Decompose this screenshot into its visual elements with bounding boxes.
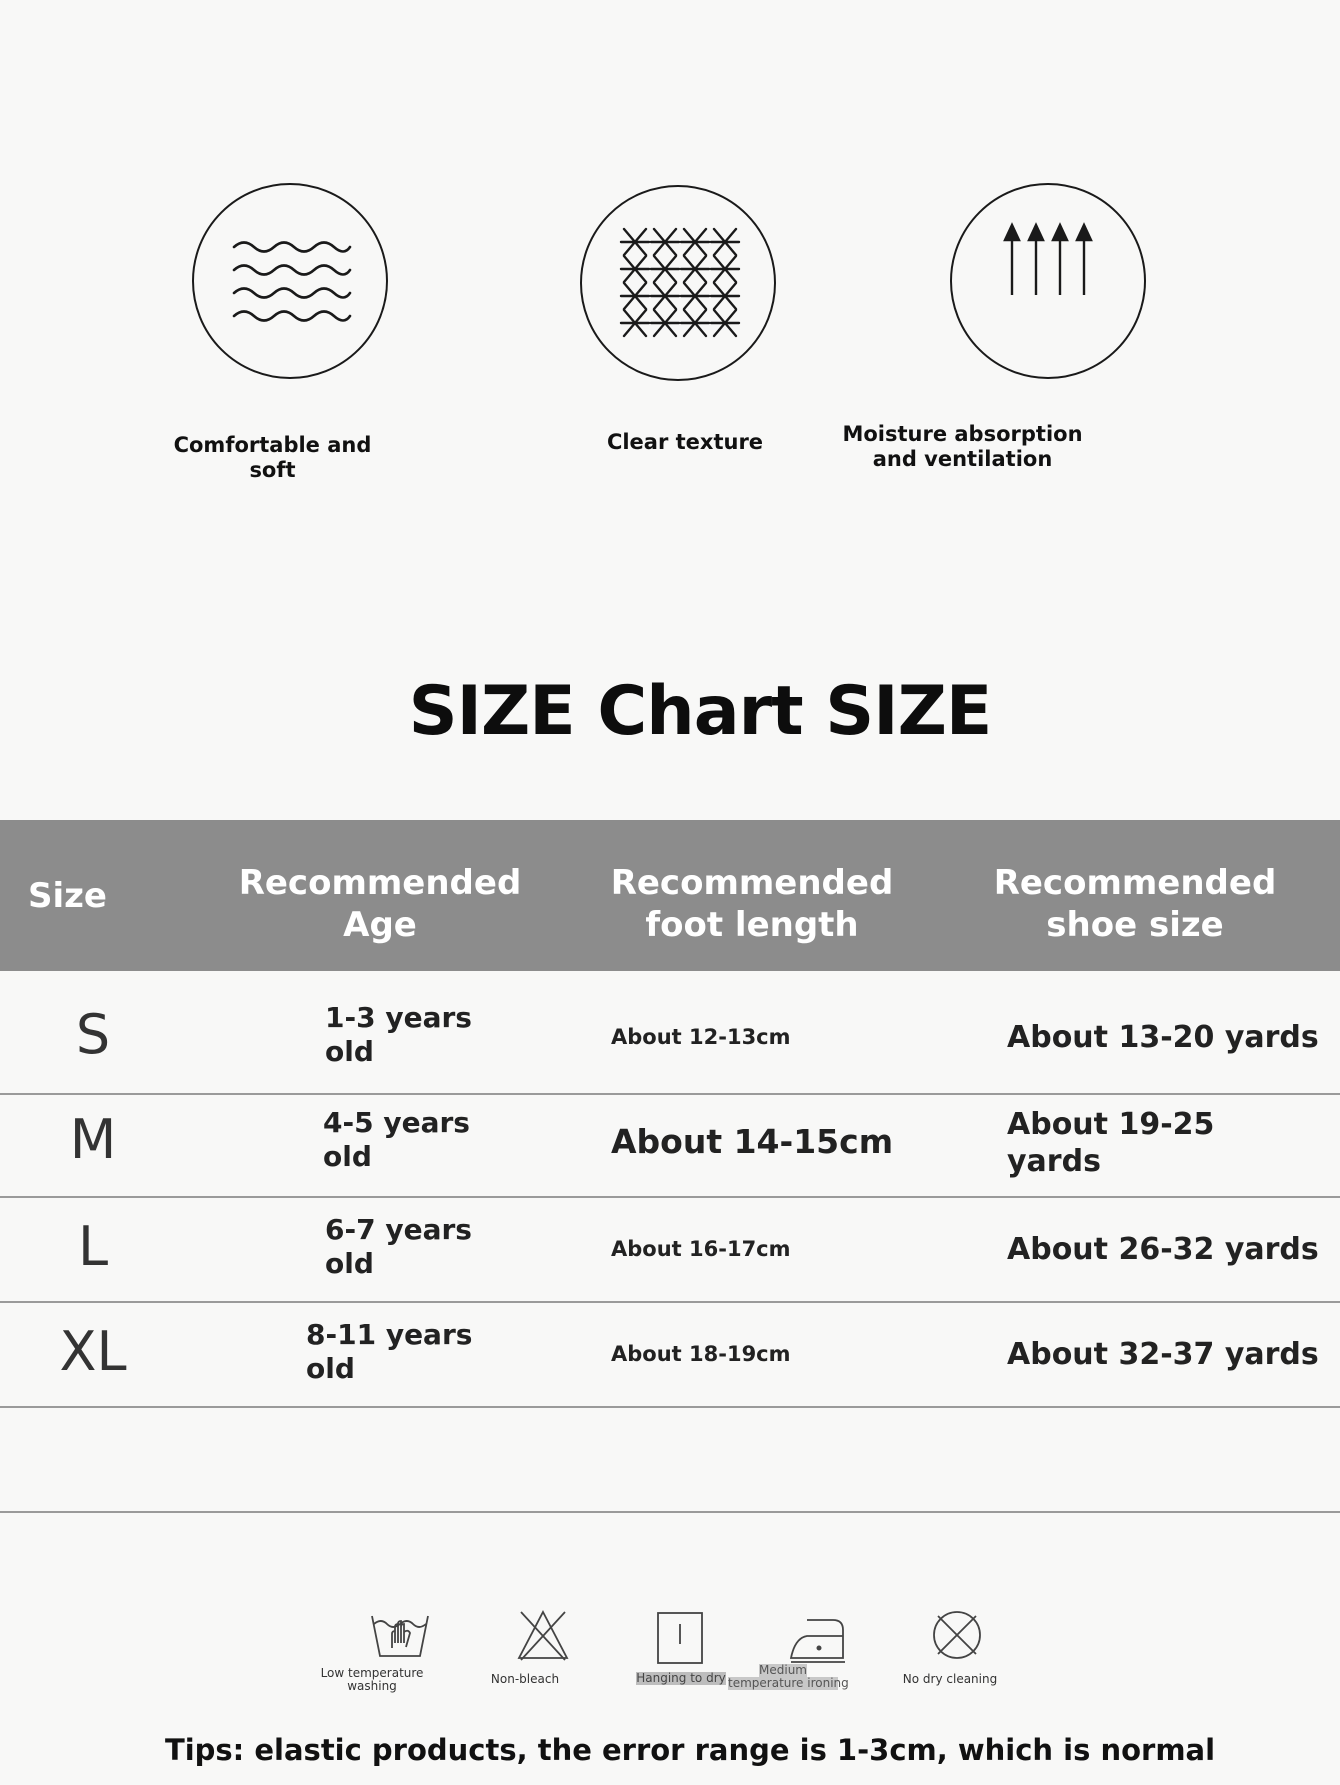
arrows-up-icon: [950, 183, 1146, 379]
feature-label: [840, 422, 1085, 472]
tips-text: Tips: elastic products, the error range is 1-3cm, which is normal: [164, 1733, 1216, 1767]
care-label-line2: washing: [347, 1679, 397, 1693]
age-cell: [323, 1106, 503, 1174]
age-line1: 8-11 years: [306, 1318, 473, 1351]
shoe-line1: About 19-25: [1007, 1107, 1215, 1142]
care-label: [312, 1667, 432, 1693]
care-label-line1: Low temperature: [320, 1666, 424, 1680]
shoe-line1: About 32-37 yards: [1007, 1337, 1319, 1372]
iron-icon: [787, 1610, 849, 1666]
header-size: Size: [28, 876, 107, 916]
feature-label: Clear texture: [606, 430, 764, 454]
foot-length-cell: About 12-13cm: [611, 1025, 791, 1049]
care-label: No dry cleaning: [902, 1672, 998, 1686]
care-label: Non-bleach: [490, 1672, 560, 1686]
age-line2: old: [306, 1352, 355, 1385]
age-line1: 4-5 years: [323, 1106, 470, 1139]
shoe-size-cell: [1007, 1019, 1337, 1056]
row-divider: [0, 1093, 1340, 1095]
header-foot-line1: Recommended: [610, 863, 894, 903]
table-header: [0, 820, 1340, 971]
age-cell: [325, 1001, 505, 1069]
feature-label-line2: and ventilation: [872, 447, 1053, 471]
header-age-line2: Age: [343, 905, 417, 945]
header-age: [230, 862, 530, 946]
foot-length-cell: About 18-19cm: [611, 1342, 791, 1366]
wash-tub-icon: [368, 1610, 432, 1662]
size-cell: L: [77, 1215, 109, 1278]
feature-label: Comfortable and soft: [173, 433, 372, 482]
header-age-line1: Recommended: [238, 863, 522, 903]
age-line2: old: [325, 1035, 374, 1068]
header-shoe-size: [985, 862, 1285, 946]
shoe-line1: About 13-20 yards: [1007, 1020, 1319, 1055]
page-title: SIZE Chart SIZE: [408, 672, 992, 751]
age-line1: 1-3 years: [325, 1001, 472, 1034]
shoe-size-cell: [1007, 1231, 1337, 1268]
size-cell: S: [75, 1003, 111, 1066]
waves-icon: [192, 183, 388, 379]
header-shoe-line1: Recommended: [993, 863, 1277, 903]
size-cell: M: [69, 1108, 117, 1171]
age-cell: [325, 1213, 505, 1281]
care-label-line2: temperature ironing: [728, 1676, 849, 1690]
age-line2: old: [323, 1140, 372, 1173]
shoe-line1: About 26-32 yards: [1007, 1232, 1319, 1267]
age-line2: old: [325, 1247, 374, 1280]
row-divider: [0, 1196, 1340, 1198]
row-divider: [0, 1301, 1340, 1303]
hang-dry-icon: [655, 1610, 705, 1668]
stitch-texture-icon: [580, 185, 776, 381]
care-label-line1: Medium: [759, 1663, 807, 1677]
foot-length-cell: About 14-15cm: [611, 1122, 894, 1161]
age-line1: 6-7 years: [325, 1213, 472, 1246]
header-foot-length: [602, 862, 902, 946]
no-bleach-icon: [515, 1608, 571, 1664]
shoe-size-cell: [1007, 1106, 1337, 1180]
age-cell: [306, 1318, 486, 1386]
row-divider: [0, 1511, 1340, 1513]
size-cell: XL: [59, 1320, 127, 1383]
row-divider: [0, 1406, 1340, 1408]
shoe-line2: yards: [1007, 1144, 1101, 1179]
care-label: Hanging to dry: [636, 1671, 726, 1685]
care-label: [728, 1663, 849, 1690]
foot-length-cell: About 16-17cm: [611, 1237, 791, 1261]
header-shoe-line2: shoe size: [1046, 905, 1224, 945]
header-foot-line2: foot length: [645, 905, 859, 945]
no-dry-clean-icon: [930, 1608, 984, 1662]
shoe-size-cell: [1007, 1336, 1337, 1373]
feature-label-line1: Moisture absorption: [842, 422, 1083, 446]
